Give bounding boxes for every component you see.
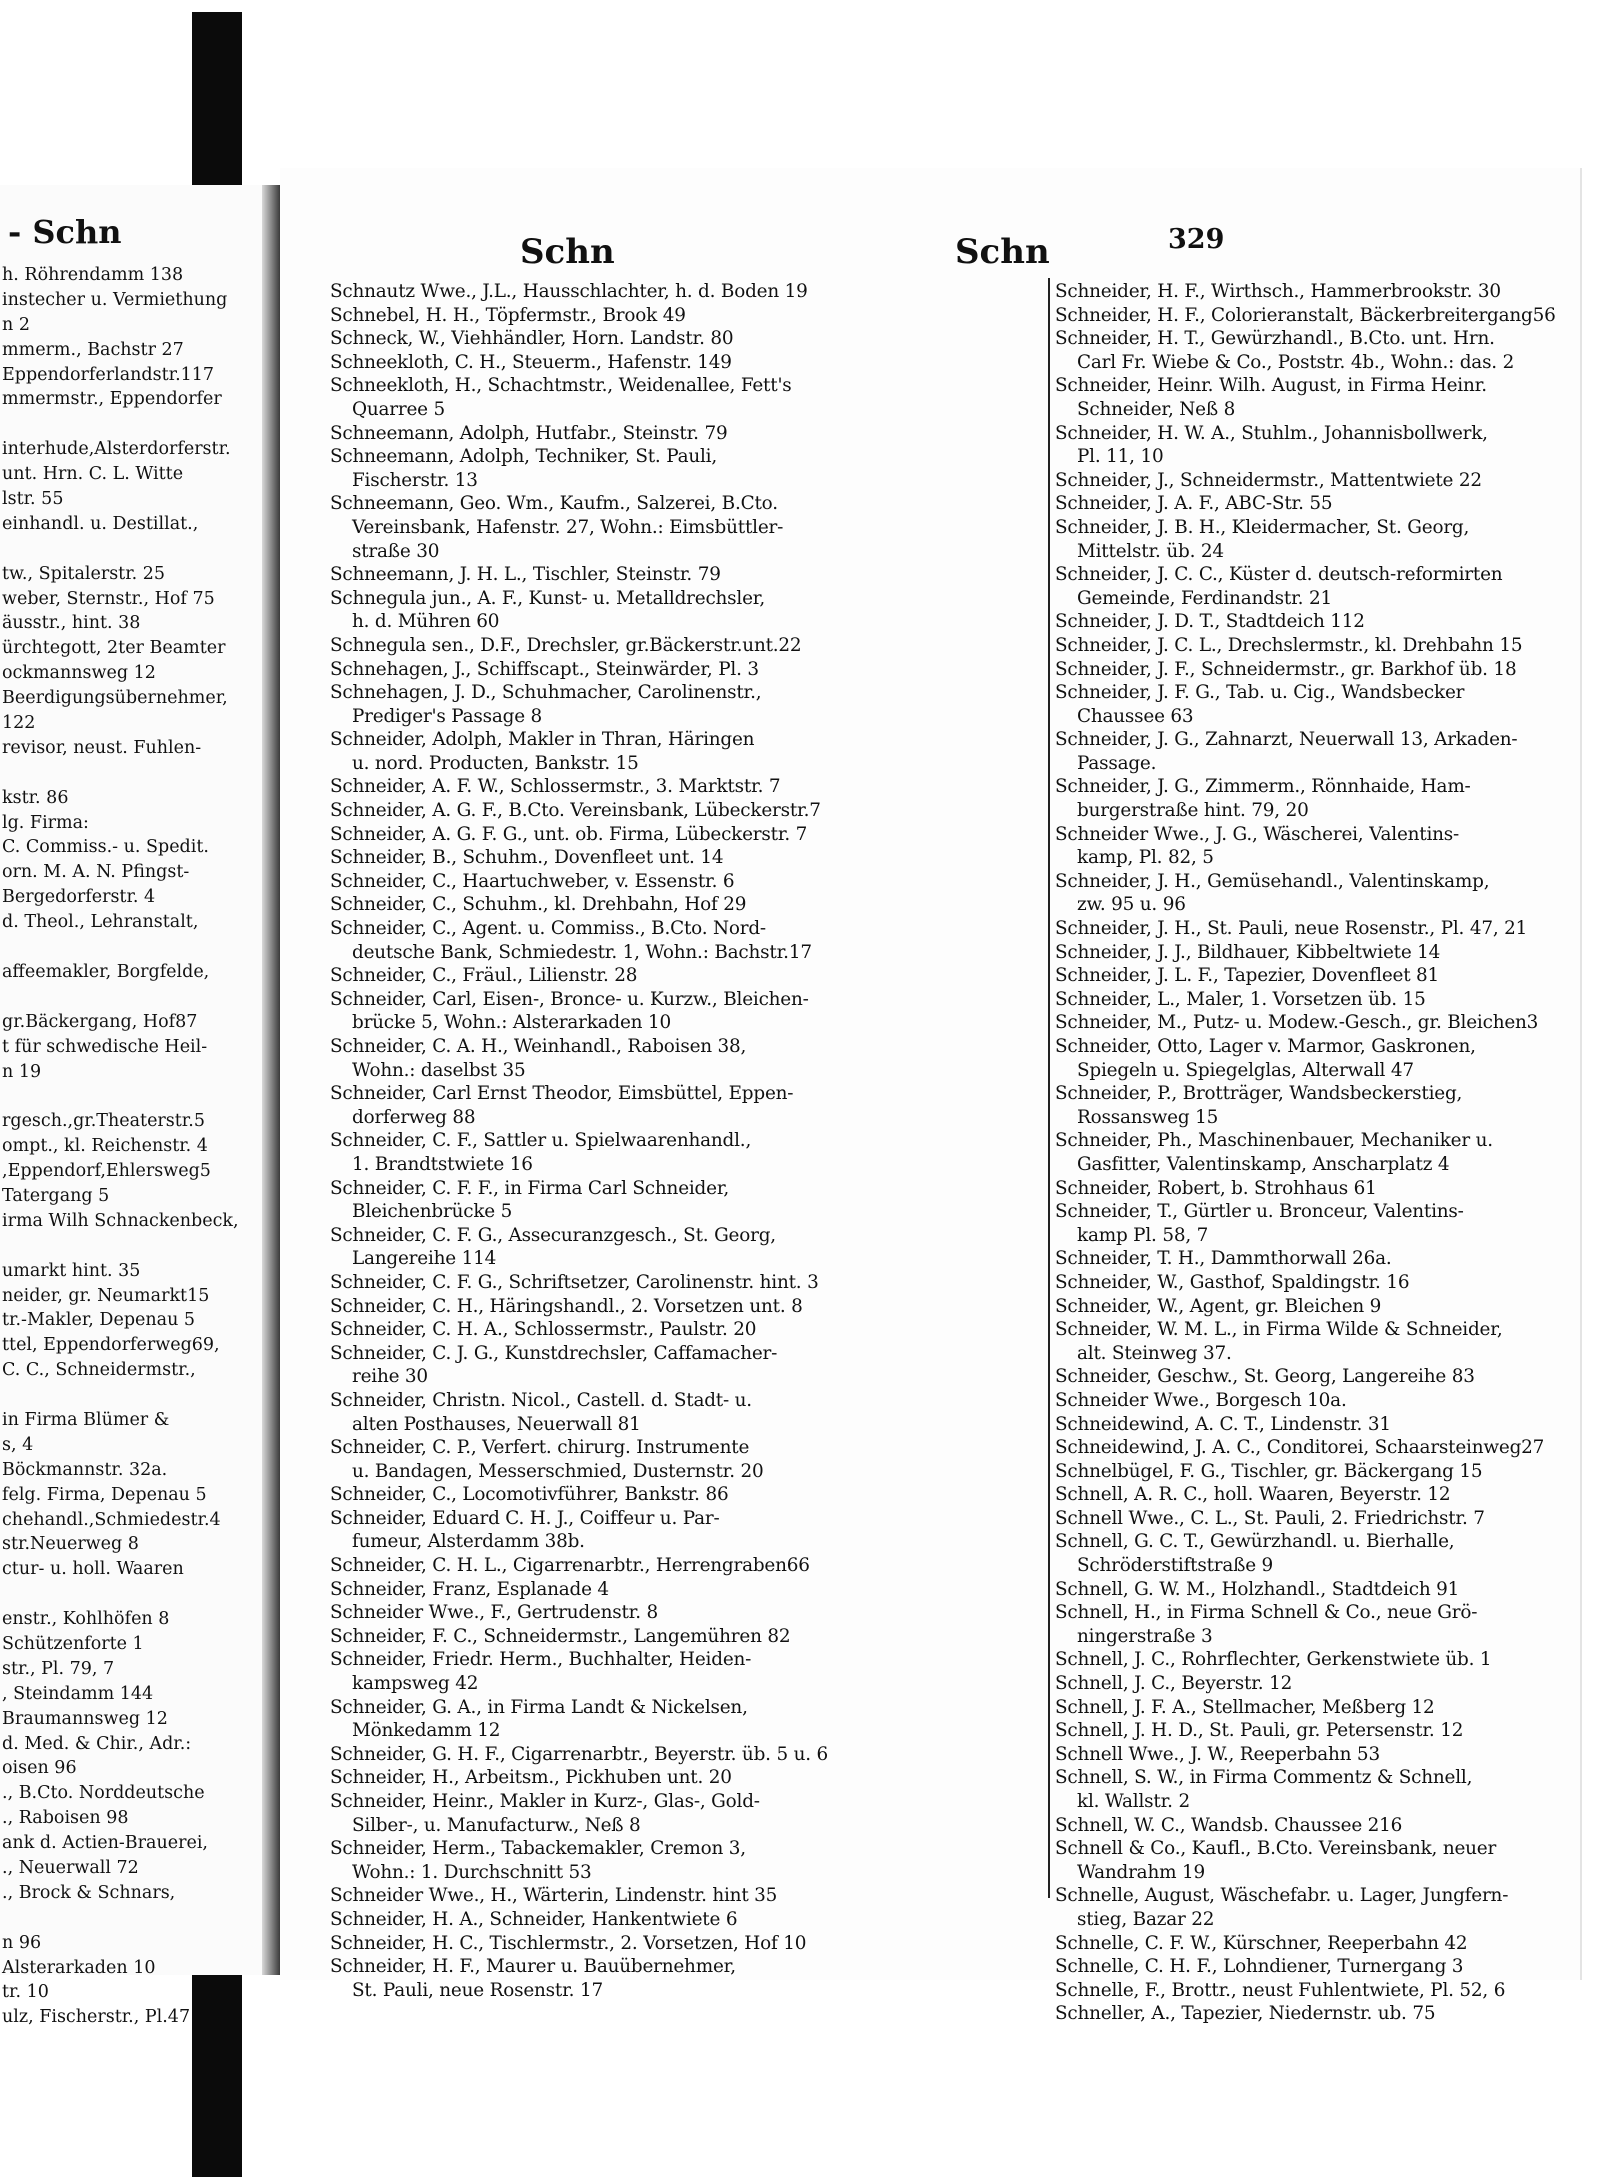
directory-entry: Schneemann, Adolph, Techniker, St. Pauli, bbox=[330, 446, 717, 468]
directory-entry-continuation: Wohn.: 1. Durchschnitt 53 bbox=[352, 1861, 592, 1883]
left-page-line: str., Pl. 79, 7 bbox=[2, 1658, 115, 1679]
directory-entry: Schneider, C. A. H., Weinhandl., Raboisen 38, bbox=[330, 1036, 747, 1057]
directory-entry: Schneider, C. J. G., Kunstdrechsler, Caffamacher- bbox=[330, 1342, 778, 1364]
left-page-line: kstr. 86 bbox=[2, 787, 69, 808]
directory-entry: Schneider, Christn. Nicol., Castell. d. Stadt- u. bbox=[330, 1389, 752, 1411]
directory-entry-continuation: Silber-, u. Manufacturw., Neß 8 bbox=[352, 1814, 641, 1836]
directory-entry: Schneider, Geschw., St. Georg, Langereihe 83 bbox=[1055, 1366, 1475, 1388]
directory-entry: Schneider, A. G. F. G., unt. ob. Firma, Lübeckerstr. 7 bbox=[330, 823, 808, 845]
left-page-line: 122 bbox=[2, 713, 36, 734]
directory-entry-continuation: Schröderstiftstraße 9 bbox=[1077, 1555, 1274, 1577]
directory-entry-continuation: Passage. bbox=[1077, 752, 1157, 774]
left-page-line bbox=[0, 1234, 262, 1259]
directory-entry: Schneider, W., Gasthof, Spaldingstr. 16 bbox=[1055, 1271, 1410, 1293]
directory-entry: Schnelle, C. F. W., Kürschner, Reeperbahn 42 bbox=[1055, 1932, 1468, 1954]
directory-entry: Schneider, C. P., Verfert. chirurg. Instrumente bbox=[330, 1437, 750, 1459]
directory-entry: Schnehagen, J., Schiffscapt., Steinwärder, Pl. 3 bbox=[330, 658, 759, 680]
directory-entry: Schneider, C. F. G., Assecuranzgesch., St. Georg, bbox=[330, 1224, 776, 1246]
left-page bbox=[0, 185, 262, 2028]
directory-entry: Schnell, S. W., in Firma Commentz & Schnell, bbox=[1055, 1767, 1473, 1789]
left-page-line: n 96 bbox=[2, 1932, 42, 1953]
page-number: 329 bbox=[1168, 224, 1225, 255]
directory-entry: Schneider, B., Schuhm., Dovenfleet unt. 14 bbox=[330, 847, 724, 869]
left-page-line: lstr. 55 bbox=[2, 489, 64, 510]
left-page-line: revisor, neust. Fuhlen- bbox=[2, 737, 202, 758]
left-page-line: Böckmannstr. 32a. bbox=[2, 1459, 168, 1480]
left-page-line: ., Raboisen 98 bbox=[2, 1808, 129, 1829]
directory-entry-continuation: Gemeinde, Ferdinandstr. 21 bbox=[1077, 587, 1332, 609]
directory-entry: Schneider, C. F. F., in Firma Carl Schneider, bbox=[330, 1177, 730, 1199]
directory-entry: Schnell & Co., Kaufl., B.Cto. Vereinsbank, neuer bbox=[1055, 1838, 1497, 1860]
directory-entry: Schneider, T. H., Dammthorwall 26a. bbox=[1055, 1248, 1392, 1270]
directory-entry: Schneider, Heinr. Wilh. August, in Firma Heinr. bbox=[1055, 375, 1487, 397]
directory-entry: Schneider, J., Schneidermstr., Mattentwiete 22 bbox=[1055, 469, 1482, 491]
directory-entry-continuation: Prediger's Passage 8 bbox=[352, 705, 543, 727]
directory-entry: Schneider, J. F., Schneidermstr., gr. Barkhof üb. 18 bbox=[1055, 658, 1517, 680]
column-header-left: Schn bbox=[520, 232, 615, 272]
directory-entry: Schneider, J. B. H., Kleidermacher, St. Georg, bbox=[1055, 516, 1470, 538]
directory-entry: Schnautz Wwe., J.L., Hausschlachter, h. d. Boden 19 bbox=[330, 281, 808, 302]
directory-entry-continuation: Mittelstr. üb. 24 bbox=[1077, 540, 1224, 562]
directory-entry-continuation: dorferweg 88 bbox=[352, 1106, 476, 1128]
directory-entry: Schneider, H. W. A., Stuhlm., Johannisbollwerk, bbox=[1055, 422, 1488, 444]
left-page-line: , Steindamm 144 bbox=[2, 1683, 154, 1704]
left-page-line: C. C., Schneidermstr., bbox=[2, 1360, 196, 1381]
directory-entry: Schnell, G. W. M., Holzhandl., Stadtdeich 91 bbox=[1055, 1578, 1460, 1600]
left-page-line: ttel, Eppendorferweg69, bbox=[2, 1335, 220, 1356]
left-page-line: orn. M. A. N. Pfingst- bbox=[2, 862, 190, 883]
directory-entry-continuation: stieg, Bazar 22 bbox=[1077, 1908, 1215, 1930]
left-page-header: - Schn bbox=[8, 213, 122, 251]
left-page-line: ctur- u. holl. Waaren bbox=[2, 1559, 184, 1580]
left-page-line: felg. Firma, Depenau 5 bbox=[2, 1484, 207, 1505]
directory-entry-continuation: h. d. Mühren 60 bbox=[352, 611, 500, 633]
directory-entry-continuation: reihe 30 bbox=[352, 1366, 428, 1388]
directory-entry: Schneider, T., Gürtler u. Bronceur, Valentins- bbox=[1055, 1201, 1464, 1223]
directory-entry: Schnelle, C. H. F., Lohndiener, Turnergang 3 bbox=[1055, 1956, 1464, 1978]
directory-entry-continuation: St. Pauli, neue Rosenstr. 17 bbox=[352, 1979, 603, 2001]
directory-entry: Schneider Wwe., F., Gertrudenstr. 8 bbox=[330, 1602, 659, 1624]
left-page-line: tw., Spitalerstr. 25 bbox=[2, 563, 166, 584]
left-page-line: Beerdigungsübernehmer, bbox=[2, 688, 228, 709]
left-page-line bbox=[0, 985, 262, 1010]
directory-entry-continuation: Rossansweg 15 bbox=[1077, 1106, 1219, 1128]
left-page-line bbox=[0, 1582, 262, 1607]
directory-entry: Schneidewind, A. C. T., Lindenstr. 31 bbox=[1055, 1413, 1391, 1435]
directory-entry-continuation: Wohn.: daselbst 35 bbox=[352, 1059, 526, 1081]
left-page-line: affeemakler, Borgfelde, bbox=[2, 961, 210, 982]
directory-entry: Schneider, M., Putz- u. Modew.-Gesch., gr. Bleichen3 bbox=[1055, 1012, 1539, 1034]
directory-entry: Schneider, W., Agent, gr. Bleichen 9 bbox=[1055, 1295, 1382, 1317]
directory-entry-continuation: Langereihe 114 bbox=[352, 1248, 497, 1270]
directory-entry-continuation: kl. Wallstr. 2 bbox=[1077, 1791, 1190, 1812]
directory-entry: Schneider Wwe., J. G., Wäscherei, Valentins- bbox=[1055, 823, 1460, 845]
left-page-line: Eppendorferlandstr.117 bbox=[2, 364, 215, 385]
directory-entry: Schneider, Franz, Esplanade 4 bbox=[330, 1578, 609, 1600]
left-page-line: tr.-Makler, Depenau 5 bbox=[2, 1310, 196, 1331]
directory-entry-continuation: Pl. 11, 10 bbox=[1077, 446, 1164, 468]
directory-entry: Schneider, C. F., Sattler u. Spielwaarenhandl., bbox=[330, 1130, 752, 1152]
directory-entry: Schneider, H., Arbeitsm., Pickhuben unt. 20 bbox=[330, 1767, 732, 1789]
directory-entry: Schnell, H., in Firma Schnell & Co., neue Grö- bbox=[1055, 1602, 1478, 1624]
directory-entry: Schneider, Adolph, Makler in Thran, Häringen bbox=[330, 729, 755, 751]
directory-entry: Schneider, C. H. A., Schlossermstr., Paulstr. 20 bbox=[330, 1319, 757, 1341]
page-gutter bbox=[262, 185, 280, 1975]
directory-entry: Schnehagen, J. D., Schuhmacher, Carolinenstr., bbox=[330, 682, 762, 704]
left-page-line: irma Wilh Schnackenbeck, bbox=[2, 1210, 239, 1231]
directory-entry: Schnell, A. R. C., holl. Waaren, Beyerstr. 12 bbox=[1055, 1484, 1451, 1506]
directory-entry: Schneider, J. D. T., Stadtdeich 112 bbox=[1055, 611, 1365, 633]
directory-entry: Schnell, J. F. A., Stellmacher, Meßberg 12 bbox=[1055, 1696, 1435, 1718]
left-page-line: chehandl.,Schmiedestr.4 bbox=[2, 1509, 221, 1530]
directory-entry-continuation: Quarree 5 bbox=[352, 398, 445, 420]
directory-entry-continuation: alt. Steinweg 37. bbox=[1077, 1342, 1232, 1364]
directory-entry: Schneemann, Geo. Wm., Kaufm., Salzerei, B.Cto. bbox=[330, 493, 778, 515]
directory-entry: Schneider, Carl Ernst Theodor, Eimsbüttel, Eppen- bbox=[330, 1083, 794, 1105]
directory-entry: Schneider Wwe., H., Wärterin, Lindenstr. hint 35 bbox=[330, 1885, 778, 1907]
column-header-right: Schn bbox=[955, 232, 1050, 272]
left-page-line: gr.Bäckergang, Hof87 bbox=[2, 1011, 198, 1032]
left-page-line: ., Brock & Schnars, bbox=[2, 1882, 176, 1903]
left-page-line: Bergedorferstr. 4 bbox=[2, 887, 156, 908]
left-page-line bbox=[0, 537, 262, 562]
directory-entry: Schneider, L., Maler, 1. Vorsetzen üb. 15 bbox=[1055, 988, 1426, 1010]
left-page-line: h. Röhrendamm 138 bbox=[2, 265, 184, 285]
left-page-line: ., B.Cto. Norddeutsche bbox=[2, 1783, 205, 1804]
left-page-line: in Firma Blümer & bbox=[2, 1409, 170, 1430]
left-page-line bbox=[0, 1383, 262, 1408]
directory-entry-continuation: burgerstraße hint. 79, 20 bbox=[1077, 800, 1309, 822]
directory-entry-continuation: ningerstraße 3 bbox=[1077, 1625, 1213, 1647]
left-page-line: mmerm., Bachstr 27 bbox=[2, 339, 184, 360]
directory-entry: Schneider, J. G., Zimmerm., Rönnhaide, Ham- bbox=[1055, 776, 1471, 798]
directory-entry: Schneider, Eduard C. H. J., Coiffeur u. Par- bbox=[330, 1507, 720, 1529]
left-page-line: s, 4 bbox=[2, 1434, 34, 1455]
left-page-line: Tatergang 5 bbox=[2, 1185, 110, 1206]
left-page-line: ., Neuerwall 72 bbox=[2, 1858, 139, 1878]
left-page-line: ürchtegott, 2ter Beamter bbox=[2, 638, 226, 659]
directory-entry-continuation: fumeur, Alsterdamm 38b. bbox=[352, 1531, 585, 1553]
directory-entry: Schneider, H. F., Colorieranstalt, Bäckerbreitergang56 bbox=[1055, 304, 1556, 326]
left-page-line: Schützenforte 1 bbox=[2, 1633, 144, 1654]
left-page-line bbox=[0, 412, 262, 437]
right-page bbox=[280, 168, 1582, 2025]
directory-entry: Schneider, Ph., Maschinenbauer, Mechaniker u. bbox=[1055, 1130, 1493, 1152]
directory-entry-continuation: Gasfitter, Valentinskamp, Anscharplatz 4 bbox=[1077, 1153, 1450, 1175]
left-page-line: rgesch.,gr.Theaterstr.5 bbox=[2, 1111, 205, 1132]
left-page-line: umarkt hint. 35 bbox=[2, 1260, 141, 1281]
left-page-text bbox=[0, 263, 262, 2030]
directory-entry: Schneider, H. C., Tischlermstr., 2. Vorsetzen, Hof 10 bbox=[330, 1932, 807, 1954]
directory-entry: Schneider, C., Schuhm., kl. Drehbahn, Hof 29 bbox=[330, 894, 747, 916]
left-page-line: mmermstr., Eppendorfer bbox=[2, 389, 222, 410]
directory-entry: Schneider, C., Haartuchweber, v. Essenstr. 6 bbox=[330, 870, 735, 892]
left-page-line bbox=[0, 1084, 262, 1109]
directory-entry-continuation: deutsche Bank, Schmiedestr. 1, Wohn.: Bachstr.17 bbox=[352, 941, 812, 963]
directory-entry-continuation: u. nord. Producten, Bankstr. 15 bbox=[352, 752, 639, 774]
left-page-line: einhandl. u. Destillat., bbox=[2, 513, 199, 534]
directory-entry: Schnegula jun., A. F., Kunst- u. Metalldrechsler, bbox=[330, 587, 766, 609]
directory-entry: Schneider, J. L. F., Tapezier, Dovenfleet 81 bbox=[1055, 965, 1440, 987]
directory-column-2 bbox=[1055, 280, 1565, 2026]
left-page-line bbox=[0, 1906, 262, 1931]
directory-entry-continuation: kamp, Pl. 82, 5 bbox=[1077, 847, 1214, 869]
left-page-line: unt. Hrn. C. L. Witte bbox=[2, 464, 184, 485]
directory-entry-continuation: kamp Pl. 58, 7 bbox=[1077, 1224, 1209, 1246]
directory-entry: Schnell, W. C., Wandsb. Chaussee 216 bbox=[1055, 1814, 1403, 1836]
directory-entry: Schneider, F. C., Schneidermstr., Langemühren 82 bbox=[330, 1625, 791, 1647]
directory-entry: Schneider, Friedr. Herm., Buchhalter, Heiden- bbox=[330, 1649, 752, 1671]
binding-strip-gap bbox=[192, 0, 242, 12]
directory-entry: Schneider, Carl, Eisen-, Bronce- u. Kurzw., Bleichen- bbox=[330, 988, 809, 1010]
left-page-line: tr. 10 bbox=[2, 1982, 49, 2003]
directory-entry: Schnell, J. H. D., St. Pauli, gr. Petersenstr. 12 bbox=[1055, 1720, 1464, 1742]
directory-entry-continuation: Carl Fr. Wiebe & Co., Poststr. 4b., Wohn.: das. 2 bbox=[1077, 351, 1515, 373]
directory-entry-continuation: zw. 95 u. 96 bbox=[1077, 894, 1186, 916]
left-page-line: ockmannsweg 12 bbox=[2, 663, 156, 684]
directory-entry: Schneider, J. J., Bildhauer, Kibbeltwiete 14 bbox=[1055, 941, 1441, 963]
left-page-line: oisen 96 bbox=[2, 1758, 77, 1779]
directory-entry: Schneemann, J. H. L., Tischler, Steinstr. 79 bbox=[330, 564, 721, 586]
directory-entry-continuation: Chaussee 63 bbox=[1077, 705, 1194, 727]
directory-entry: Schneider, G. A., in Firma Landt & Nickelsen, bbox=[330, 1696, 748, 1718]
left-page-line: n 19 bbox=[2, 1061, 42, 1082]
left-page-line: Braumannsweg 12 bbox=[2, 1708, 168, 1729]
directory-entry: Schneider, W. M. L., in Firma Wilde & Schneider, bbox=[1055, 1319, 1503, 1341]
directory-entry: Schneider, Herm., Tabackemakler, Cremon 3, bbox=[330, 1838, 746, 1860]
left-page-line bbox=[0, 761, 262, 786]
directory-entry: Schneider, H. T., Gewürzhandl., B.Cto. unt. Hrn. bbox=[1055, 328, 1495, 350]
left-page-line: lg. Firma: bbox=[2, 812, 89, 833]
directory-entry-continuation: u. Bandagen, Messerschmied, Dusternstr. 20 bbox=[352, 1460, 764, 1482]
left-page-line: d. Theol., Lehranstalt, bbox=[2, 912, 199, 933]
directory-entry: Schnelle, F., Brottr., neust Fuhlentwiete, Pl. 52, 6 bbox=[1055, 1979, 1506, 2001]
directory-entry: Schnelbügel, F. G., Tischler, gr. Bäckergang 15 bbox=[1055, 1460, 1483, 1482]
directory-entry: Schneider, C. H., Häringshandl., 2. Vorsetzen unt. 8 bbox=[330, 1295, 803, 1317]
directory-entry: Schnell, J. C., Beyerstr. 12 bbox=[1055, 1673, 1293, 1695]
directory-entry: Schneidewind, J. A. C., Conditorei, Schaarsteinweg27 bbox=[1055, 1437, 1545, 1459]
directory-entry: Schnell Wwe., J. W., Reeperbahn 53 bbox=[1055, 1743, 1380, 1765]
directory-entry-continuation: Wandrahm 19 bbox=[1077, 1861, 1205, 1883]
left-page-line: n 2 bbox=[2, 314, 30, 335]
directory-entry: Schnegula sen., D.F., Drechsler, gr.Bäckerstr.unt.22 bbox=[330, 634, 802, 656]
column-divider bbox=[1048, 278, 1050, 1898]
directory-entry: Schneider, C. H. L., Cigarrenarbtr., Herrengraben66 bbox=[330, 1555, 810, 1577]
directory-entry: Schneck, W., Viehhändler, Horn. Landstr. 80 bbox=[330, 328, 734, 350]
directory-entry: Schneider, G. H. F., Cigarrenarbtr., Beyerstr. üb. 5 u. 6 bbox=[330, 1743, 829, 1765]
directory-entry: Schneider, H. A., Schneider, Hankentwiete 6 bbox=[330, 1908, 738, 1930]
left-page-line: C. Commiss.- u. Spedit. bbox=[2, 837, 209, 858]
directory-entry: Schneider, C. F. G., Schriftsetzer, Carolinenstr. hint. 3 bbox=[330, 1271, 819, 1293]
directory-entry: Schneller, A., Tapezier, Niedernstr. ub. 75 bbox=[1055, 2003, 1436, 2025]
directory-entry: Schnelle, August, Wäschefabr. u. Lager, Jungfern- bbox=[1055, 1885, 1509, 1907]
directory-entry-continuation: Mönkedamm 12 bbox=[352, 1720, 501, 1742]
directory-entry: Schneider, J. G., Zahnarzt, Neuerwall 13, Arkaden- bbox=[1055, 729, 1518, 751]
directory-entry: Schneider, Otto, Lager v. Marmor, Gaskronen, bbox=[1055, 1036, 1476, 1057]
directory-entry: Schneider, C., Fräul., Lilienstr. 28 bbox=[330, 965, 638, 987]
directory-entry: Schneekloth, C. H., Steuerm., Hafenstr. 149 bbox=[330, 351, 732, 373]
directory-column-1 bbox=[330, 280, 1045, 2002]
directory-entry-continuation: straße 30 bbox=[352, 540, 440, 562]
directory-entry: Schneemann, Adolph, Hutfabr., Steinstr. 79 bbox=[330, 422, 728, 444]
directory-entry-continuation: alten Posthauses, Neuerwall 81 bbox=[352, 1413, 641, 1435]
directory-entry: Schneider, Robert, b. Strohhaus 61 bbox=[1055, 1177, 1377, 1199]
left-page-line: t für schwedische Heil- bbox=[2, 1036, 208, 1057]
directory-entry: Schneider, J. H., St. Pauli, neue Rosenstr., Pl. 47, 21 bbox=[1055, 918, 1528, 940]
directory-entry: Schneider, H. F., Maurer u. Bauübernehmer, bbox=[330, 1956, 736, 1978]
directory-entry: Schnell Wwe., C. L., St. Pauli, 2. Friedrichstr. 7 bbox=[1055, 1507, 1485, 1529]
directory-entry-continuation: Spiegeln u. Spiegelglas, Alterwall 47 bbox=[1077, 1059, 1414, 1081]
directory-entry: Schneider, A. G. F., B.Cto. Vereinsbank, Lübeckerstr.7 bbox=[330, 800, 821, 822]
directory-entry: Schneider Wwe., Borgesch 10a. bbox=[1055, 1389, 1347, 1411]
directory-entry: Schneider, A. F. W., Schlossermstr., 3. Marktstr. 7 bbox=[330, 776, 781, 798]
directory-entry: Schnebel, H. H., Töpfermstr., Brook 49 bbox=[330, 304, 686, 326]
left-page-line: Alsterarkaden 10 bbox=[2, 1957, 156, 1978]
left-page-line: ompt., kl. Reichenstr. 4 bbox=[2, 1136, 208, 1157]
directory-entry: Schneider, J. F. G., Tab. u. Cig., Wandsbecker bbox=[1055, 682, 1465, 704]
directory-entry: Schneider, H. F., Wirthsch., Hammerbrookstr. 30 bbox=[1055, 281, 1501, 302]
directory-entry-continuation: Vereinsbank, Hafenstr. 27, Wohn.: Eimsbüttler- bbox=[352, 516, 784, 538]
directory-entry-continuation: 1. Brandtstwiete 16 bbox=[352, 1153, 533, 1175]
left-page-line: enstr., Kohlhöfen 8 bbox=[2, 1609, 170, 1630]
directory-entry-continuation: Bleichenbrücke 5 bbox=[352, 1201, 513, 1223]
left-page-line: str.Neuerweg 8 bbox=[2, 1534, 139, 1555]
left-page-line: weber, Sternstr., Hof 75 bbox=[2, 588, 215, 609]
left-page-line bbox=[0, 935, 262, 960]
directory-entry: Schneider, J. H., Gemüsehandl., Valentinskamp, bbox=[1055, 870, 1490, 892]
directory-entry: Schneider, Heinr., Makler in Kurz-, Glas-, Gold- bbox=[330, 1791, 760, 1812]
directory-entry: Schneider, J. C. C., Küster d. deutsch-reformirten bbox=[1055, 564, 1503, 586]
directory-entry: Schneider, P., Brotträger, Wandsbeckerstieg, bbox=[1055, 1083, 1463, 1105]
directory-entry: Schneider, C., Locomotivführer, Bankstr. 86 bbox=[330, 1484, 729, 1506]
left-page-line: ulz, Fischerstr., Pl.47 bbox=[2, 2007, 191, 2028]
left-page-line: d. Med. & Chir., Adr.: bbox=[2, 1733, 192, 1754]
directory-entry: Schneider, C., Agent. u. Commiss., B.Cto. Nord- bbox=[330, 918, 766, 940]
directory-entry: Schnell, G. C. T., Gewürzhandl. u. Bierhalle, bbox=[1055, 1531, 1455, 1553]
left-page-line: äusstr., hint. 38 bbox=[2, 613, 141, 634]
directory-entry-continuation: kampsweg 42 bbox=[352, 1673, 479, 1695]
left-page-line: neider, gr. Neumarkt15 bbox=[2, 1285, 210, 1306]
directory-entry: Schneekloth, H., Schachtmstr., Weidenallee, Fett's bbox=[330, 375, 792, 397]
directory-entry: Schneider, J. C. L., Drechslermstr., kl. Drehbahn 15 bbox=[1055, 634, 1523, 656]
left-page-line: ,Eppendorf,Ehlersweg5 bbox=[2, 1161, 211, 1182]
directory-entry: Schnell, J. C., Rohrflechter, Gerkenstwiete üb. 1 bbox=[1055, 1649, 1492, 1671]
directory-entry: Schneider, J. A. F., ABC-Str. 55 bbox=[1055, 493, 1333, 515]
left-page-line: ank d. Actien-Brauerei, bbox=[2, 1833, 208, 1854]
left-page-line: interhude,Alsterdorferstr. bbox=[2, 439, 231, 460]
left-page-line: instecher u. Vermiethung bbox=[2, 289, 228, 310]
directory-entry-continuation: Schneider, Neß 8 bbox=[1077, 398, 1236, 420]
directory-entry-continuation: brücke 5, Wohn.: Alsterarkaden 10 bbox=[352, 1012, 671, 1034]
directory-entry-continuation: Fischerstr. 13 bbox=[352, 469, 478, 491]
